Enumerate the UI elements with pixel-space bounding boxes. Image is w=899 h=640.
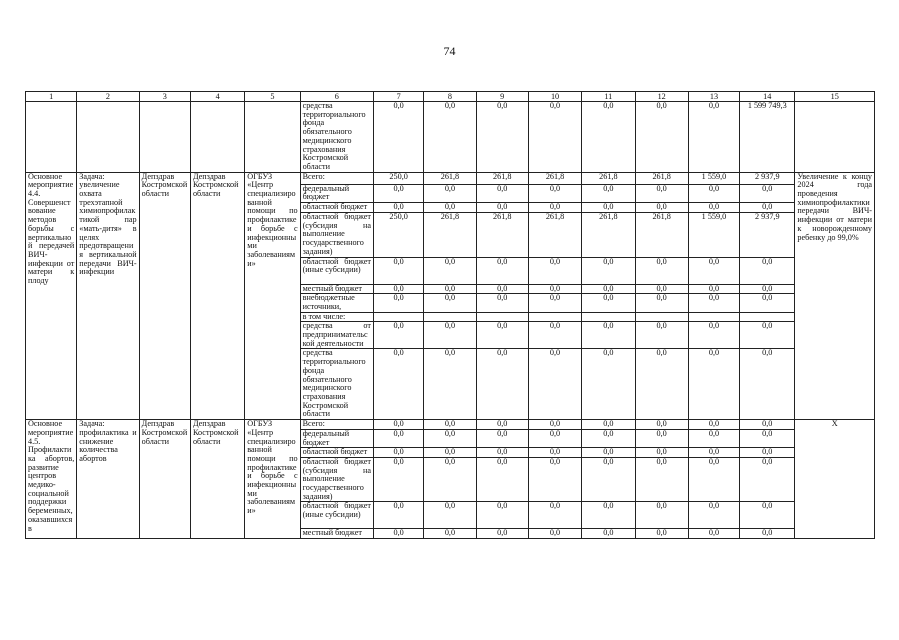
value-cell: 0,0 [528, 257, 581, 284]
value-cell: 0,0 [582, 349, 635, 420]
value-cell: 0,0 [528, 429, 581, 447]
value-cell: 261,8 [476, 172, 528, 184]
column-number: 2 [77, 92, 139, 102]
value-cell: 0,0 [374, 203, 424, 213]
funding-source: Всего: [300, 172, 373, 184]
table-row [26, 420, 875, 430]
column-number: 10 [528, 92, 581, 102]
value-cell: 0,0 [740, 184, 795, 202]
task-description: Задача: увеличение охвата трехэтапной химиопрофилактикой пар «мать-дитя» в целях предотвращения вертикальной передачи ВИЧ-инфекции [77, 172, 139, 419]
co-executor: Депздрав Костромской области [190, 172, 244, 419]
value-cell: 0,0 [582, 448, 635, 458]
value-cell: 0,0 [424, 322, 476, 349]
value-cell: 0,0 [424, 184, 476, 202]
funding-source: областной бюджет (субсидия на выполнение государственного задания) [300, 213, 373, 258]
column-number: 6 [300, 92, 373, 102]
value-cell: 0,0 [528, 502, 581, 529]
event-name: Основное мероприятие 4.4. Совершенствование методов борьбы с вертикальной передачей ВИЧ-инфекции от матери к плоду [26, 172, 77, 419]
value-cell [688, 312, 739, 322]
value-cell: 0,0 [582, 322, 635, 349]
value-cell: 0,0 [374, 184, 424, 202]
value-cell: 0,0 [740, 502, 795, 529]
value-cell: 0,0 [374, 529, 424, 539]
empty-cell [795, 102, 875, 173]
table-body [26, 92, 875, 539]
column-number: 12 [635, 92, 688, 102]
value-cell: 250,0 [374, 213, 424, 258]
value-cell: 0,0 [635, 529, 688, 539]
value-cell: 0,0 [374, 349, 424, 420]
table-row [26, 102, 875, 173]
empty-cell [77, 102, 139, 173]
participant: ОГБУЗ «Центр специализированной помощи по профилактике и борьбе с инфекционными заболеваниями» [245, 172, 300, 419]
value-cell: 0,0 [635, 448, 688, 458]
value-cell: 0,0 [582, 457, 635, 502]
value-cell: 0,0 [424, 257, 476, 284]
value-cell: 0,0 [582, 294, 635, 312]
value-cell: 250,0 [374, 172, 424, 184]
value-cell: 261,8 [528, 172, 581, 184]
value-cell: 2 937,9 [740, 172, 795, 184]
value-cell: 1 559,0 [688, 213, 739, 258]
column-number: 4 [190, 92, 244, 102]
funding-source: в том числе: [300, 312, 373, 322]
value-cell: 2 937,9 [740, 213, 795, 258]
value-cell: 0,0 [688, 102, 739, 173]
value-cell: 0,0 [374, 448, 424, 458]
empty-cell [190, 102, 244, 173]
column-number-row [26, 92, 875, 102]
funding-source: средства территориального фонда обязательного медицинского страхования Костромской области [300, 349, 373, 420]
value-cell: 0,0 [582, 529, 635, 539]
budget-table [25, 91, 875, 539]
value-cell: 0,0 [476, 448, 528, 458]
value-cell [424, 312, 476, 322]
value-cell: 0,0 [740, 429, 795, 447]
value-cell: 0,0 [635, 349, 688, 420]
value-cell: 0,0 [635, 203, 688, 213]
page-number: 74 [443, 44, 456, 58]
value-cell: 0,0 [740, 349, 795, 420]
value-cell: 0,0 [476, 349, 528, 420]
value-cell: 0,0 [688, 529, 739, 539]
value-cell [528, 312, 581, 322]
value-cell: 0,0 [740, 448, 795, 458]
column-number: 15 [795, 92, 875, 102]
value-cell: 0,0 [528, 184, 581, 202]
value-cell: 0,0 [688, 257, 739, 284]
value-cell: 0,0 [582, 184, 635, 202]
column-number: 14 [740, 92, 795, 102]
value-cell: 0,0 [424, 420, 476, 430]
value-cell: 0,0 [476, 203, 528, 213]
value-cell: 0,0 [635, 184, 688, 202]
value-cell: 0,0 [582, 257, 635, 284]
funding-source: средства от предпринимательской деятельности [300, 322, 373, 349]
value-cell [582, 312, 635, 322]
value-cell: 0,0 [374, 457, 424, 502]
value-cell: 0,0 [635, 102, 688, 173]
funding-source: федеральный бюджет [300, 429, 373, 447]
column-number: 13 [688, 92, 739, 102]
value-cell: 0,0 [374, 102, 424, 173]
value-cell: 0,0 [374, 420, 424, 430]
value-cell: 0,0 [582, 284, 635, 294]
funding-source: местный бюджет [300, 284, 373, 294]
funding-source: средства территориального фонда обязательного медицинского страхования Костромской области [300, 102, 373, 173]
value-cell: 0,0 [476, 257, 528, 284]
executor: Депздрав Костромской области [139, 172, 190, 419]
table-row [26, 172, 875, 184]
value-cell: 0,0 [424, 429, 476, 447]
value-cell: 0,0 [528, 529, 581, 539]
value-cell: 0,0 [476, 284, 528, 294]
value-cell: 261,8 [424, 213, 476, 258]
value-cell: 0,0 [582, 102, 635, 173]
column-number: 8 [424, 92, 476, 102]
value-cell: 0,0 [740, 294, 795, 312]
value-cell: 0,0 [688, 203, 739, 213]
value-cell: 0,0 [374, 322, 424, 349]
value-cell: 0,0 [582, 429, 635, 447]
funding-source: областной бюджет (иные субсидии) [300, 502, 373, 529]
value-cell: 0,0 [476, 529, 528, 539]
empty-cell [245, 102, 300, 173]
value-cell: 0,0 [424, 203, 476, 213]
value-cell: 261,8 [528, 213, 581, 258]
column-number: 7 [374, 92, 424, 102]
value-cell: 0,0 [528, 294, 581, 312]
value-cell: 0,0 [582, 502, 635, 529]
value-cell: 0,0 [424, 502, 476, 529]
value-cell: 0,0 [688, 294, 739, 312]
value-cell: 0,0 [476, 429, 528, 447]
value-cell: 0,0 [424, 294, 476, 312]
value-cell: 1 559,0 [688, 172, 739, 184]
funding-source: областной бюджет [300, 203, 373, 213]
value-cell: 0,0 [582, 420, 635, 430]
value-cell: 0,0 [635, 294, 688, 312]
value-cell: 0,0 [528, 349, 581, 420]
value-cell: 0,0 [476, 502, 528, 529]
value-cell: 0,0 [424, 349, 476, 420]
funding-source: местный бюджет [300, 529, 373, 539]
value-cell: 261,8 [424, 172, 476, 184]
funding-source: областной бюджет (иные субсидии) [300, 257, 373, 284]
value-cell [740, 312, 795, 322]
value-cell: 261,8 [476, 213, 528, 258]
value-cell: 0,0 [476, 457, 528, 502]
empty-cell [139, 102, 190, 173]
value-cell: 0,0 [374, 502, 424, 529]
empty-cell [26, 102, 77, 173]
value-cell: 0,0 [528, 322, 581, 349]
value-cell: 261,8 [582, 213, 635, 258]
executor: Депздрав Костромской области [139, 420, 190, 539]
value-cell: 0,0 [424, 448, 476, 458]
value-cell: 0,0 [374, 284, 424, 294]
participant: ОГБУЗ «Центр специализированной помощи по профилактике и борьбе с инфекционными заболеваниями» [245, 420, 300, 539]
funding-source: областной бюджет (субсидия на выполнение государственного задания) [300, 457, 373, 502]
value-cell: 0,0 [688, 349, 739, 420]
value-cell: 0,0 [476, 102, 528, 173]
value-cell: 0,0 [688, 429, 739, 447]
value-cell: 0,0 [528, 457, 581, 502]
value-cell: 0,0 [688, 322, 739, 349]
value-cell: 0,0 [688, 457, 739, 502]
value-cell: 0,0 [688, 448, 739, 458]
value-cell: 0,0 [740, 284, 795, 294]
value-cell: 0,0 [635, 502, 688, 529]
value-cell: 0,0 [582, 203, 635, 213]
value-cell: 0,0 [635, 284, 688, 294]
value-cell: 0,0 [635, 429, 688, 447]
value-cell: 0,0 [635, 420, 688, 430]
value-cell: 261,8 [582, 172, 635, 184]
value-cell: 0,0 [528, 284, 581, 294]
value-cell: 0,0 [374, 429, 424, 447]
column-number: 9 [476, 92, 528, 102]
event-name: Основное мероприятие 4.5. Профилактика абортов, развитие центров медико-социальной поддержки беременных, оказавшихся в [26, 420, 77, 539]
value-cell [635, 312, 688, 322]
value-cell: 0,0 [476, 322, 528, 349]
expected-result: Х [795, 420, 875, 539]
value-cell: 0,0 [528, 102, 581, 173]
value-cell: 0,0 [740, 322, 795, 349]
task-description: Задача: профилактика и снижение количества абортов [77, 420, 139, 539]
value-cell: 0,0 [476, 420, 528, 430]
co-executor: Депздрав Костромской области [190, 420, 244, 539]
value-cell: 0,0 [688, 502, 739, 529]
value-cell: 261,8 [635, 213, 688, 258]
value-cell: 261,8 [635, 172, 688, 184]
value-cell: 0,0 [635, 322, 688, 349]
value-cell: 0,0 [740, 203, 795, 213]
value-cell: 0,0 [528, 448, 581, 458]
value-cell: 0,0 [635, 257, 688, 284]
value-cell [374, 312, 424, 322]
value-cell: 0,0 [528, 420, 581, 430]
value-cell: 0,0 [528, 203, 581, 213]
value-cell: 0,0 [424, 529, 476, 539]
column-number: 11 [582, 92, 635, 102]
value-cell: 1 599 749,3 [740, 102, 795, 173]
value-cell: 0,0 [374, 257, 424, 284]
funding-source: областной бюджет [300, 448, 373, 458]
value-cell: 0,0 [476, 294, 528, 312]
value-cell: 0,0 [476, 184, 528, 202]
value-cell: 0,0 [740, 529, 795, 539]
value-cell: 0,0 [635, 457, 688, 502]
column-number: 5 [245, 92, 300, 102]
value-cell: 0,0 [740, 257, 795, 284]
value-cell: 0,0 [740, 457, 795, 502]
value-cell [476, 312, 528, 322]
value-cell: 0,0 [688, 420, 739, 430]
value-cell: 0,0 [424, 102, 476, 173]
funding-source: внебюджетные источники, [300, 294, 373, 312]
expected-result: Увеличение к концу 2024 года проведения химиопрофилактики передачи ВИЧ-инфекции от матери к новорожденному ребенку до 99,0% [795, 172, 875, 419]
column-number: 3 [139, 92, 190, 102]
value-cell: 0,0 [688, 284, 739, 294]
funding-source: федеральный бюджет [300, 184, 373, 202]
value-cell: 0,0 [688, 184, 739, 202]
column-number: 1 [26, 92, 77, 102]
value-cell: 0,0 [424, 457, 476, 502]
value-cell: 0,0 [374, 294, 424, 312]
value-cell: 0,0 [424, 284, 476, 294]
funding-source: Всего: [300, 420, 373, 430]
value-cell: 0,0 [740, 420, 795, 430]
